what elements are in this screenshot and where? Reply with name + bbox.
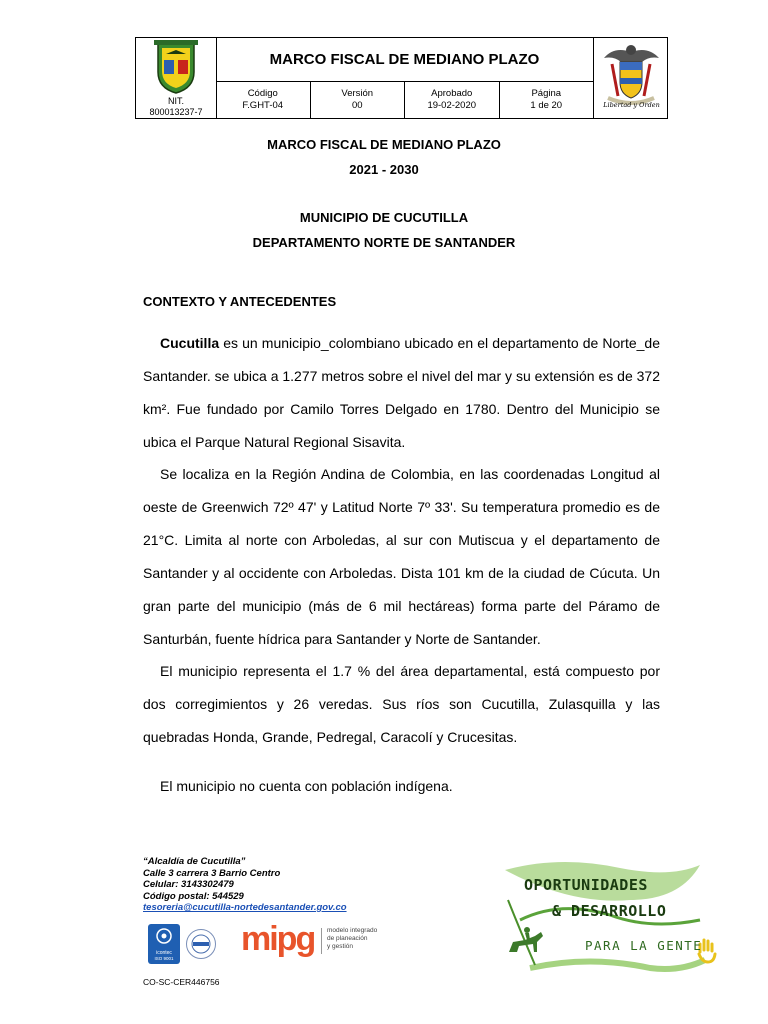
mipg-desc-line2: de planeación	[327, 935, 368, 942]
header-title: MARCO FISCAL DE MEDIANO PLAZO	[216, 38, 593, 82]
aprobado-cell	[405, 82, 500, 118]
nit-value: 800013237-7	[149, 107, 203, 117]
paragraph-2: Se localiza en la Región Andina de Colombia, en las coordenadas Longitud al oeste de Greenwich 72º 47' y Latitud Norte 7º 33'. Su temperatura promedio es de 21°C. Limita al norte con Arboledas, al sur con Mutiscua y el departamento de Santander y al occidente con Arboledas. Dista 101 km de la ciudad de Cúcuta. Un gran parte del municipio (más de 6 mil hectáreas) forma parte del Páramo de Santurbán, fuente hídrica para Santander y Norte de Santander.	[143, 466, 660, 647]
iqnet-globe-icon	[187, 930, 215, 958]
iqnet-logo	[186, 929, 216, 959]
aprobado-value: 19-02-2020	[427, 100, 477, 111]
certificate-code: CO-SC-CER446756	[143, 977, 220, 987]
footer-postal: Código postal: 544529	[143, 890, 244, 902]
paragraph-1-bold: Cucutilla	[160, 335, 220, 351]
municipio-heading: MUNICIPIO DE CUCUTILLA	[299, 210, 469, 225]
document-title: MARCO FISCAL DE MEDIANO PLAZO	[267, 137, 501, 152]
footer-email-link[interactable]: tesoreria@cucutilla-nortedesantander.gov.co	[143, 902, 347, 913]
aprobado-label: Aprobado	[431, 88, 473, 99]
horse-rider-icon	[505, 922, 547, 960]
slogan-line1: OPORTUNIDADES	[524, 876, 648, 894]
codigo-cell	[216, 82, 311, 118]
footer-address: Calle 3 carrera 3 Barrio Centro	[143, 867, 281, 879]
pagina-cell	[500, 82, 594, 118]
departamento-heading: DEPARTAMENTO NORTE DE SANTANDER	[252, 235, 516, 250]
mipg-desc-line3: y gestión	[327, 943, 354, 950]
section-heading: CONTEXTO Y ANTECEDENTES	[143, 294, 337, 309]
pagina-label: Página	[531, 88, 562, 99]
icontec-emblem-icon	[154, 927, 174, 945]
national-shield-cell	[593, 38, 669, 118]
mipg-wordmark: mipg	[241, 920, 315, 958]
footer-phone: Celular: 3143302479	[143, 879, 234, 890]
paragraph-1-text: es un municipio_colombiano ubicado en el departamento de Norte_de Santander. se ubica a 1.277 metros sobre el nivel del mar y su extensión es de 372 km². Fue fundado por Camilo Torres Delgado en 1780. Dentro del Municipio se ubica el Parque Natural Regional Sisavita.	[143, 335, 660, 450]
nit-label: NIT.	[167, 96, 184, 106]
paragraph-1	[143, 327, 660, 459]
document-header	[135, 37, 668, 119]
header-meta-row	[216, 82, 593, 118]
pagina-value: 1 de 20	[530, 100, 563, 111]
mipg-desc-line1: modelo integrado	[327, 927, 378, 934]
mipg-description	[327, 927, 397, 951]
version-label: Versión	[341, 88, 374, 99]
footer-contact	[143, 856, 347, 914]
slogan-graphic	[500, 860, 722, 975]
iso-label: ISO 9001	[154, 956, 174, 961]
codigo-label: Código	[247, 88, 278, 99]
icontec-logo	[148, 924, 180, 964]
codigo-value: F.GHT-04	[242, 100, 284, 111]
nit-block	[136, 96, 216, 118]
paragraph-3: El municipio representa el 1.7 % del área departamental, está compuesto por dos corregimientos y 26 veredas. Sus ríos son Cucutilla, Zulasquilla y las quebradas Honda, Grande, Pedregal, Caracolí y Crucesitas.	[143, 663, 660, 745]
paragraph-4: El municipio no cuenta con población indígena.	[160, 778, 453, 794]
document-years: 2021 - 2030	[349, 162, 419, 177]
municipal-shield-icon	[136, 38, 216, 96]
version-value: 00	[351, 100, 363, 111]
slogan-line3: PARA LA GENTE	[585, 938, 703, 953]
shield-motto: Libertad y Orden	[603, 101, 660, 109]
version-cell	[311, 82, 406, 118]
municipal-logo-cell	[136, 38, 217, 118]
icontec-label: icontec	[156, 950, 172, 956]
mipg-divider	[321, 928, 322, 954]
footer-entity: “Alcaldía de Cucutilla”	[143, 856, 246, 867]
slogan-line2: & DESARROLLO	[552, 902, 667, 920]
